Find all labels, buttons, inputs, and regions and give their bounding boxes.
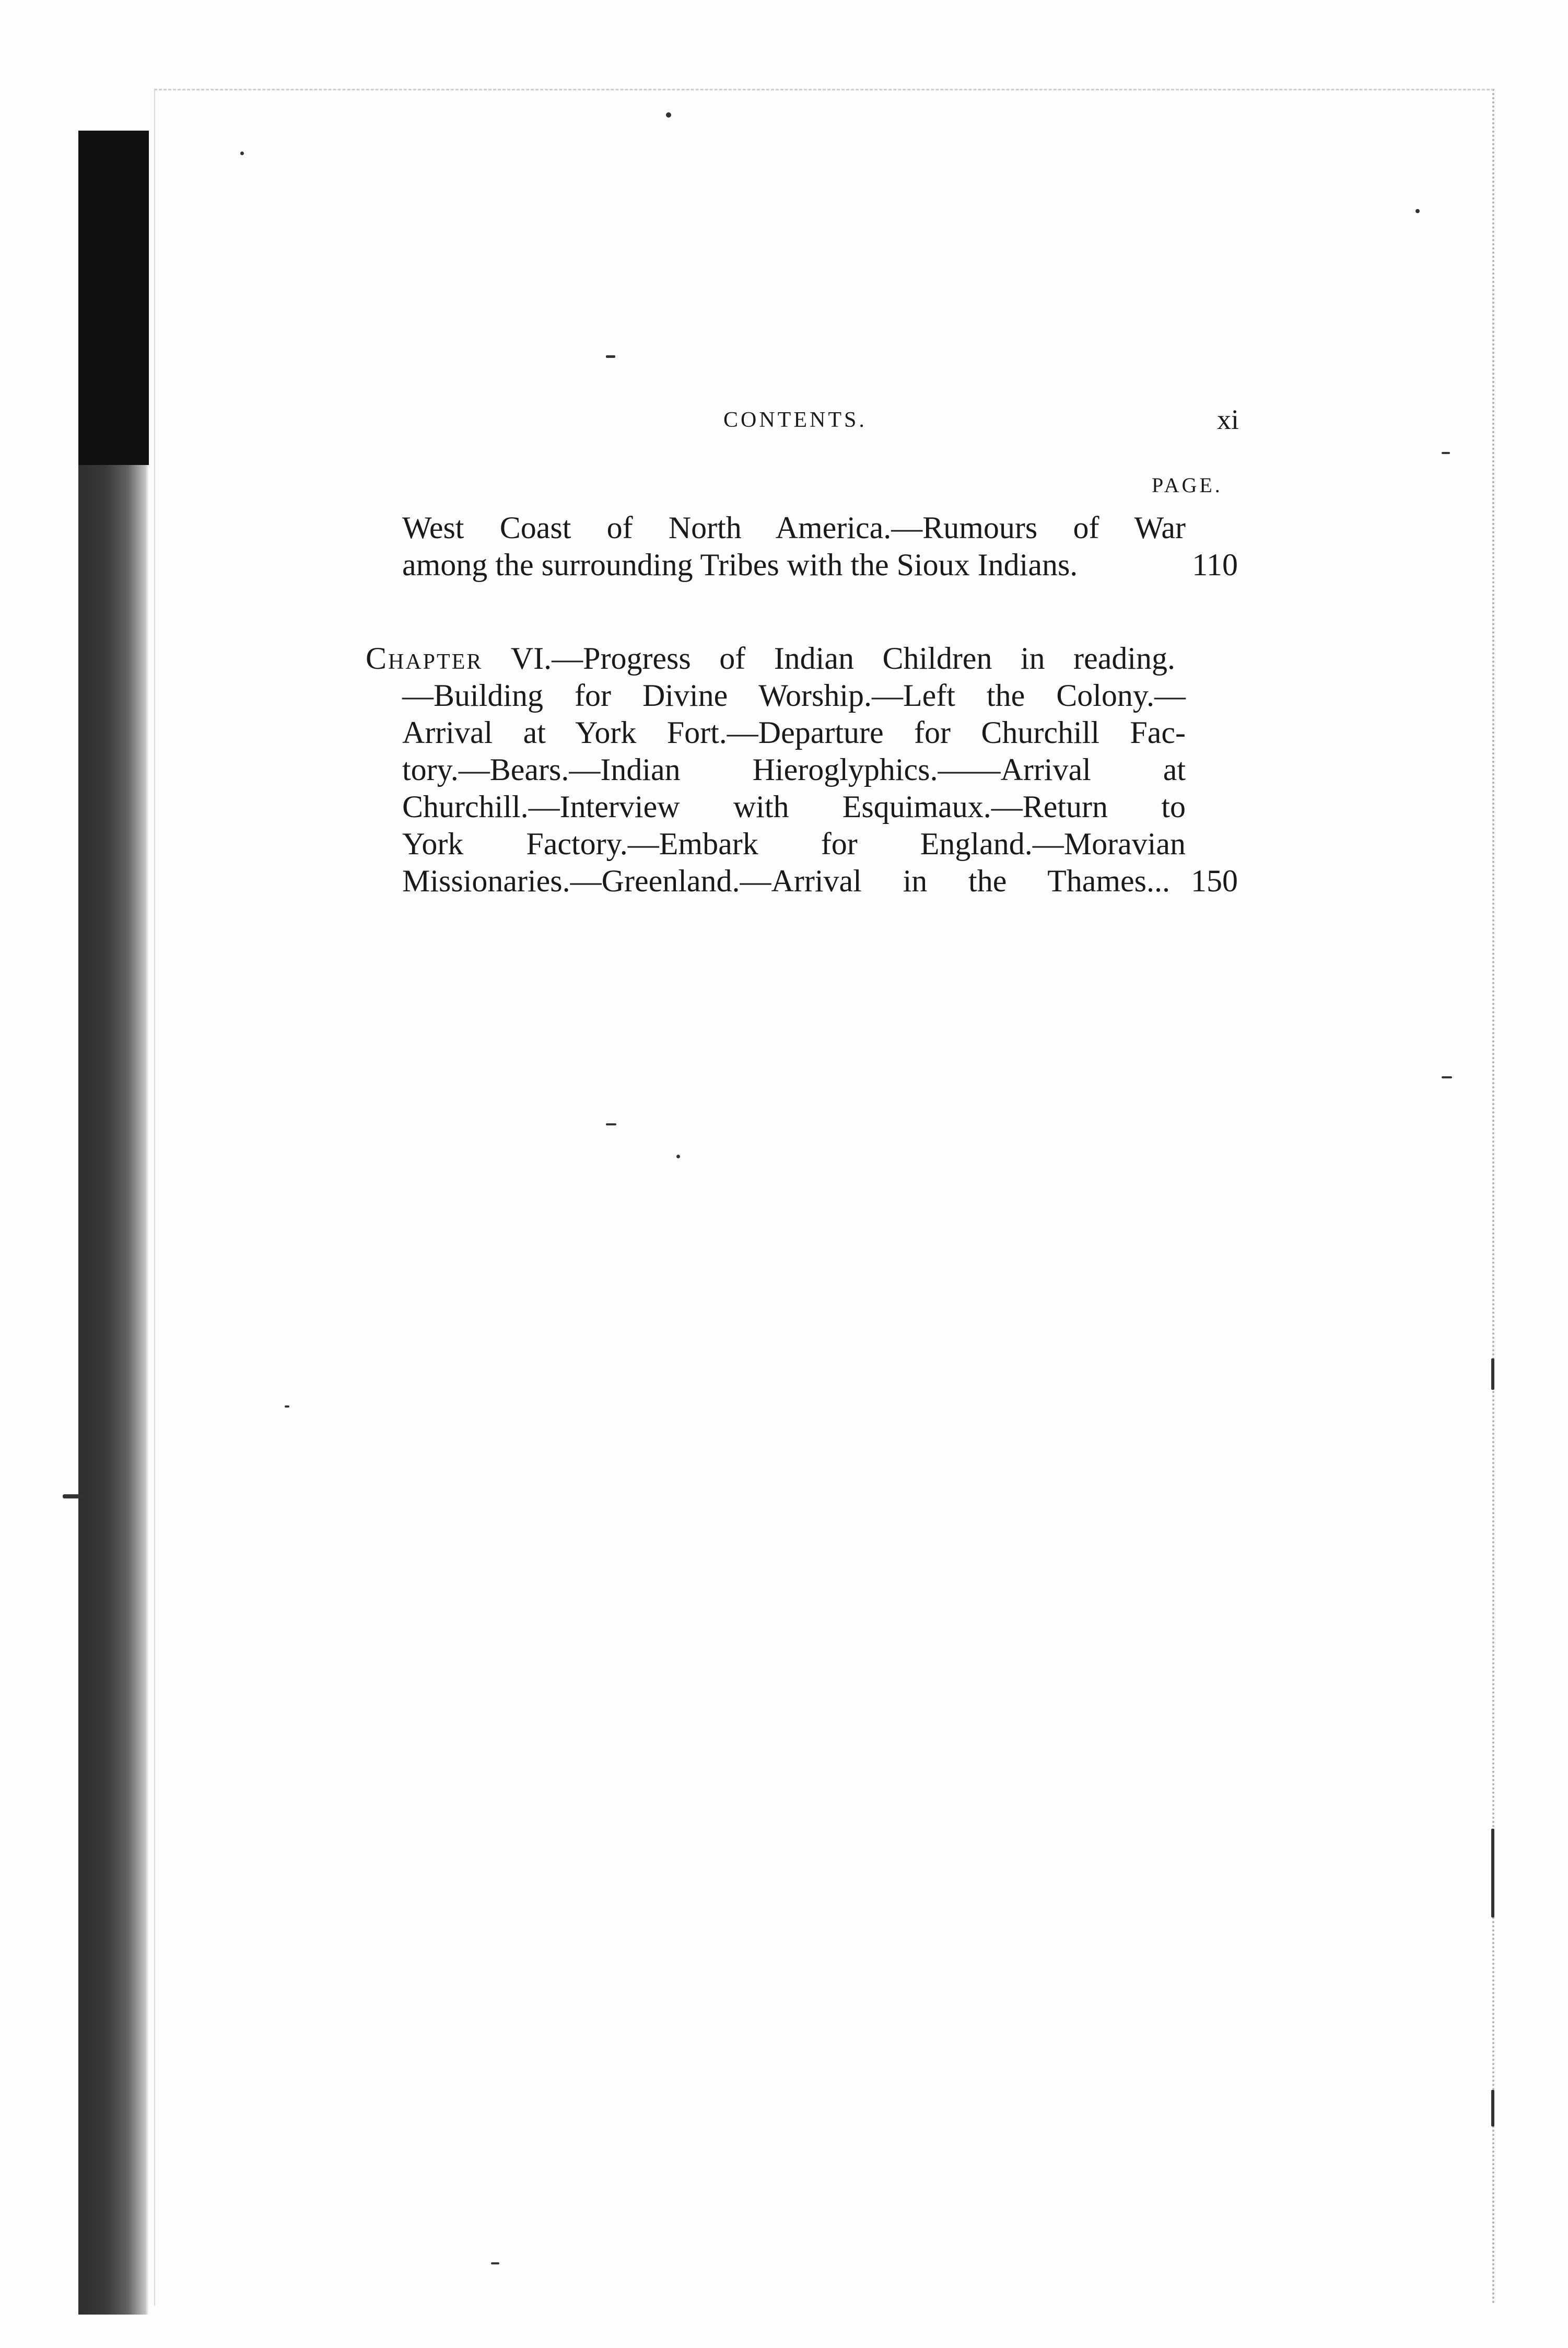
ink-speck bbox=[606, 1123, 616, 1125]
entry-line-text: Arrival at York Fort.—Departure for Churchill Fac- bbox=[402, 715, 1186, 750]
ink-speck bbox=[676, 1155, 680, 1158]
entry-line bbox=[366, 788, 1233, 826]
entry-line-text: —Building for Divine Worship.—Left the Colony.— bbox=[402, 678, 1186, 713]
ink-speck bbox=[285, 1405, 289, 1408]
contents-entry-chapter-6 bbox=[366, 640, 1238, 900]
ink-speck bbox=[1491, 1829, 1494, 1917]
entry-line-text: York Factory.—Embark for England.—Moravian bbox=[402, 827, 1186, 861]
entry-line-text: Churchill.—Interview with Esquimaux.—Return to bbox=[402, 789, 1186, 824]
chapter-heading-line bbox=[366, 640, 1175, 677]
entry-line-text: West Coast of North America.—Rumours of War bbox=[402, 510, 1186, 545]
entry-line-text: tory.—Bears.—Indian Hieroglyphics.——Arrival at bbox=[402, 752, 1186, 787]
ink-speck bbox=[1491, 1358, 1494, 1390]
entry-line bbox=[366, 509, 1233, 547]
ink-speck bbox=[606, 355, 615, 358]
ink-speck bbox=[63, 1494, 81, 1498]
entry-line-text: among the surrounding Tribes with the Sioux Indians. bbox=[402, 548, 1078, 582]
ink-speck bbox=[240, 152, 244, 155]
chapter-heading-rest: VI.—Progress of Indian Children in reading. bbox=[483, 641, 1175, 676]
page-header bbox=[0, 404, 1568, 444]
entry-page-number: 150 bbox=[1191, 864, 1238, 898]
entry-page-number: 110 bbox=[1192, 548, 1238, 582]
ink-speck bbox=[1415, 209, 1420, 213]
chapter-label: Chapter bbox=[366, 641, 483, 676]
entry-line bbox=[366, 714, 1233, 751]
entry-line bbox=[366, 826, 1233, 863]
ink-speck bbox=[666, 112, 671, 118]
page-number: xi bbox=[1217, 404, 1239, 435]
contents-entry bbox=[366, 509, 1238, 584]
running-head: CONTENTS. bbox=[723, 408, 867, 432]
page-column-label: PAGE. bbox=[1152, 473, 1223, 497]
ink-speck bbox=[1491, 2090, 1494, 2126]
ink-speck bbox=[1442, 452, 1450, 454]
entry-line-text: Missionaries.—Greenland.—Arrival in the Thames... bbox=[402, 864, 1170, 898]
entry-line bbox=[366, 640, 1233, 677]
ink-speck bbox=[1442, 1076, 1452, 1078]
entry-line bbox=[366, 547, 1238, 584]
ink-speck bbox=[491, 2262, 499, 2264]
entry-line bbox=[366, 863, 1238, 900]
entry-line bbox=[366, 751, 1233, 788]
entry-line bbox=[366, 677, 1233, 714]
